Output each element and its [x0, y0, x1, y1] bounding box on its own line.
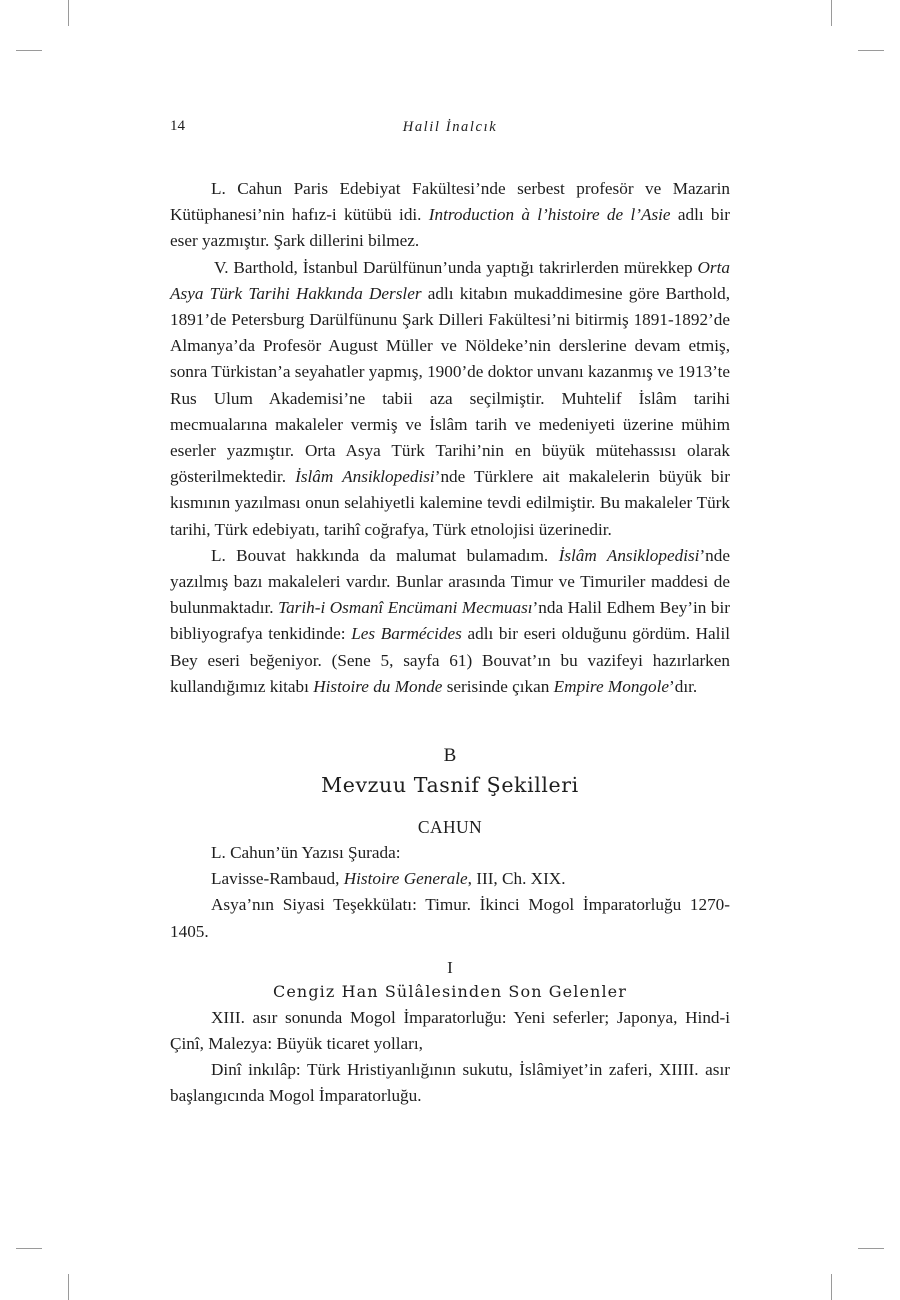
section-subheading: CAHUN — [417, 817, 483, 838]
crop-mark-left-upper — [16, 50, 42, 51]
crop-mark-left-lower — [16, 1248, 42, 1249]
crop-mark-right-upper — [858, 50, 884, 51]
text-run: adlı bir eser yazmıştır. Şark dillerini bilmez. — [170, 205, 730, 251]
text-run: , III, Ch. XIX. — [467, 869, 566, 889]
paragraph — [170, 1057, 730, 1109]
crop-mark-bottom-right — [831, 1274, 832, 1300]
paragraph — [170, 543, 730, 700]
italic-title: Les Barmécides — [351, 624, 462, 644]
page-number: 14 — [170, 118, 185, 134]
italic-title: Orta Asya Türk Tarihi Hakkında Dersler — [170, 257, 730, 303]
crop-mark-bottom-left — [68, 1274, 69, 1300]
crop-mark-top-right — [831, 0, 832, 26]
text-run: adlı kitabın mukaddimesine göre Barthold, 1891’de Petersburg Darülfünunu Şark Dilleri Fakültesi’ni bitirmiş 1891-1892’de Almanya’da Profesör August Müller ve Nöldeke’nin derslerine devam etmiş, sonra Türkistan’a seyahatler yapmış, 1900’de doktor unvanı kazanmış ve 1913’te Rus Ulum Akademisi’ne tabii aza seçilmiştir. Muhtelif İslâm tarihi mecmualarına makaleler vermiş ve İslâm tarih ve medeniyeti üzerine mühim eserler yazmıştır. Orta Asya Türk Tarihi’nin en büyük mütehassısı olarak gösterilmektedir. — [170, 283, 730, 487]
italic-title: İslâm Ansiklopedisi — [558, 545, 700, 565]
subsection-title: Cengiz Han Sülâlesinden Son Gelenler — [273, 981, 627, 1001]
italic-title: Empire Mongole — [553, 676, 670, 696]
italic-title: Introduction à l’histoire de l’Asie — [428, 205, 671, 225]
cahun-line — [170, 866, 730, 892]
cahun-line — [170, 840, 730, 866]
crop-mark-top-left — [68, 0, 69, 26]
crop-mark-right-lower — [858, 1248, 884, 1249]
text-run: ’nde yazılmış bazı makaleleri vardır. Bunlar arasında Timur ve Timuriler maddesi de bulunmaktadır. — [170, 545, 730, 618]
text-run: ’nda Halil Edhem Bey’in bir bibliyografya tenkidinde: — [170, 598, 730, 644]
subsection-numeral: I — [447, 957, 453, 977]
paragraph — [170, 176, 730, 255]
text-run: L. Cahun Paris Edebiyat Fakültesi’nde serbest profesör ve Mazarin Kütüphanesi’nin hafız-i kütübü idi. — [170, 179, 730, 225]
text-run: Dinî inkılâp: Türk Hristiyanlığının sukutu, İslâmiyet’in zaferi, XIIII. asır başlangıcında Mogol İmparatorluğu. — [170, 1060, 730, 1106]
section-title: Mevzuu Tasnif Şekilleri — [321, 773, 579, 798]
section-letter: B — [443, 745, 457, 767]
text-run: XIII. asır sonunda Mogol İmparatorluğu: Yeni seferler; Japonya, Hind-i Çinî, Malezya: Büyük ticaret yolları, — [170, 1007, 730, 1054]
text-run: adlı bir eseri olduğunu gördüm. Halil Bey eseri beğeniyor. (Sene 5, sayfa 61) Bouvat’ın bu vazifeyi hazırlarken kullandığımız kitabı — [170, 624, 731, 696]
cahun-line — [170, 892, 730, 944]
italic-title: Tarih-i Osmanî Encümani Mecmuası — [278, 598, 533, 618]
text-run: Asya’nın Siyasi Teşekkülatı: Timur. İkinci Mogol İmparatorluğu 1270-1405. — [170, 895, 730, 941]
text-run: serisinde çıkan — [442, 676, 554, 696]
text-run: Lavisse-Rambaud, — [211, 869, 344, 889]
page-header — [170, 118, 730, 140]
italic-title: İslâm Ansiklopedisi — [295, 467, 435, 487]
text-run: ’nde Türklere ait makalelerin büyük bir kısmının yazılması onun selahiyetli kalemine tevdi edilmiştir. Bu makaleler Türk tarihi, Türk edebiyatı, tarihî coğrafya, Türk etnolojisi üzerinedir. — [170, 467, 730, 539]
italic-title: Histoire du Monde — [313, 676, 443, 696]
running-title: Halil İnalcık — [402, 119, 498, 135]
text-run: L. Bouvat hakkında da malumat bulamadım. — [211, 545, 559, 565]
page-body — [170, 176, 730, 1110]
paragraph — [170, 255, 730, 543]
italic-title: Histoire Generale — [343, 869, 468, 889]
text-run: L. Cahun’ün Yazısı Şurada: — [211, 843, 401, 863]
text-run: ’dır. — [669, 676, 698, 696]
paragraph — [170, 1005, 730, 1057]
text-run: V. Barthold, İstanbul Darülfünun’unda yaptığı takrirlerden mürekkep — [214, 257, 698, 277]
